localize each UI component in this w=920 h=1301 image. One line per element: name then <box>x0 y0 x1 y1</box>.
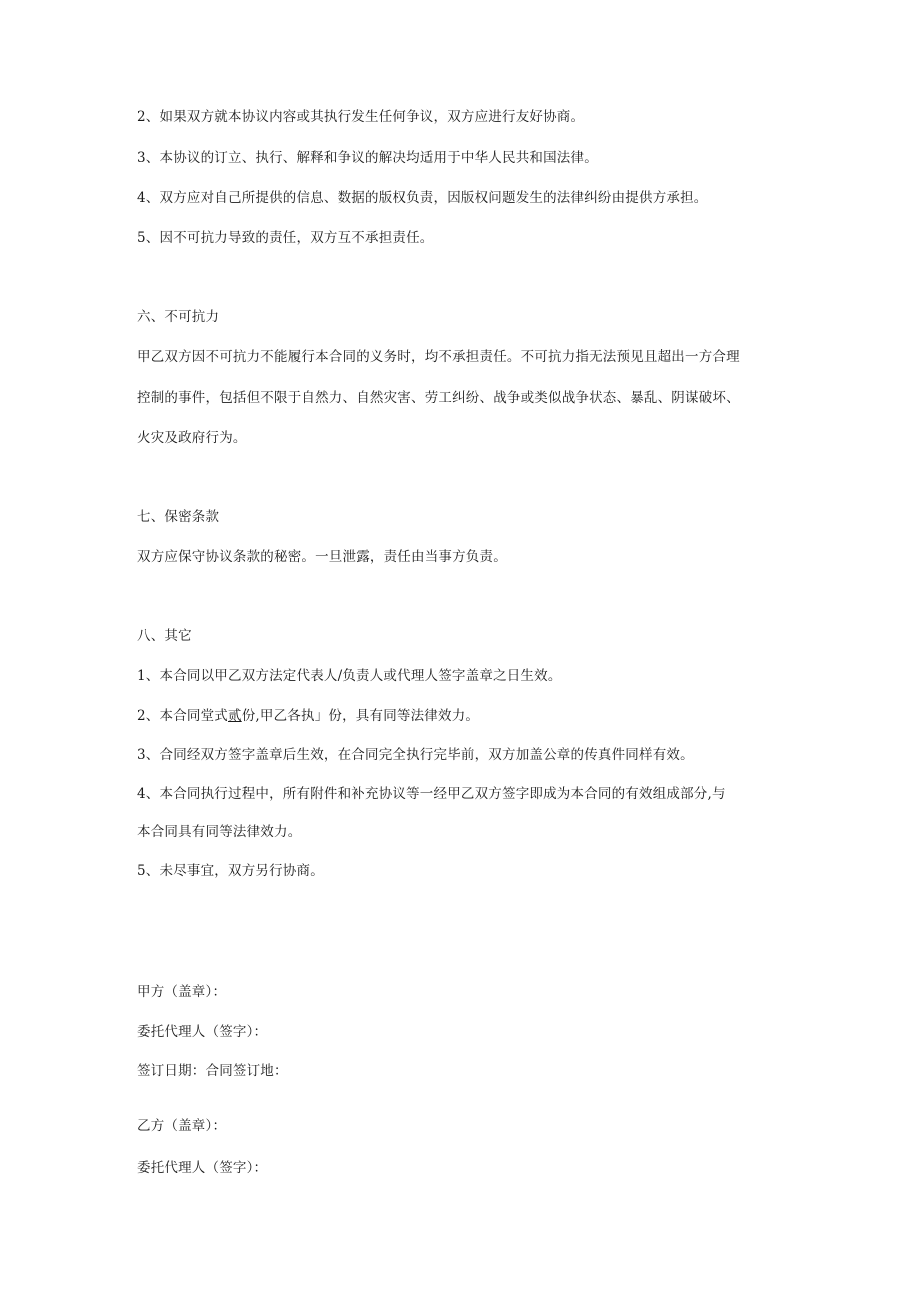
dispute-clause-item-3: 3、本协议的订立、执行、解释和争议的解决均适用于中华人民共和国法律。 <box>137 150 598 166</box>
misc-item-2-copies: 贰 <box>228 708 242 724</box>
misc-item-2-prefix: 2、本合同堂式 <box>137 708 228 724</box>
dispute-clause-item-4: 4、双方应对自己所提供的信息、数据的版权负责，因版权问题发生的法律纠纷由提供方承担。 <box>137 190 708 206</box>
force-majeure-para-line-3: 火灾及政府行为。 <box>137 430 247 446</box>
misc-item-1: 1、本合同以甲乙双方法定代表人/负责人或代理人签字盖章之日生效。 <box>137 668 562 684</box>
party-a-agent-label: 委托代理人（签字）： <box>137 1024 268 1040</box>
confidentiality-para: 双方应保守协议条款的秘密。一旦泄露，责任由当事方负责。 <box>137 549 507 565</box>
misc-item-2 <box>137 707 479 725</box>
misc-item-5: 5、未尽事宜，双方另行协商。 <box>137 863 324 879</box>
dispute-clause-item-5: 5、因不可抗力导致的责任，双方互不承担责任。 <box>137 230 434 246</box>
confidentiality-heading: 七、保密条款 <box>137 509 220 525</box>
misc-item-3: 3、合同经双方签字盖章后生效，在合同完全执行完毕前，双方加盖公章的传真件同样有效。 <box>137 747 694 763</box>
party-a-seal-label: 甲方（盖章）： <box>137 984 227 1000</box>
force-majeure-para-line-2: 控制的事件，包括但不限于自然力、自然灾害、劳工纠纷、战争或类似战争状态、暴乱、阴谋破坏、 <box>137 390 740 406</box>
sign-date-place-label: 签订日期：合同签订地： <box>137 1063 288 1079</box>
misc-item-2-suffix: 份,甲乙各执」份，具有同等法律效力。 <box>241 708 480 724</box>
dispute-clause-item-2: 2、如果双方就本协议内容或其执行发生任何争议，双方应进行友好协商。 <box>137 109 585 125</box>
misc-heading: 八、其它 <box>137 628 192 644</box>
force-majeure-para-line-1: 甲乙双方因不可抗力不能履行本合同的义务时，均不承担责任。不可抗力指无法预见且超出一方合理 <box>137 349 740 365</box>
party-b-agent-label: 委托代理人（签字）： <box>137 1160 268 1176</box>
misc-item-4-line-2: 本合同具有同等法律效力。 <box>137 824 302 840</box>
misc-item-4-line-1: 4、本合同执行过程中，所有附件和补充协议等一经甲乙双方签字即成为本合同的有效组成部分,与 <box>137 786 726 802</box>
party-b-seal-label: 乙方（盖章）： <box>137 1118 227 1134</box>
force-majeure-heading: 六、不可抗力 <box>137 309 220 325</box>
